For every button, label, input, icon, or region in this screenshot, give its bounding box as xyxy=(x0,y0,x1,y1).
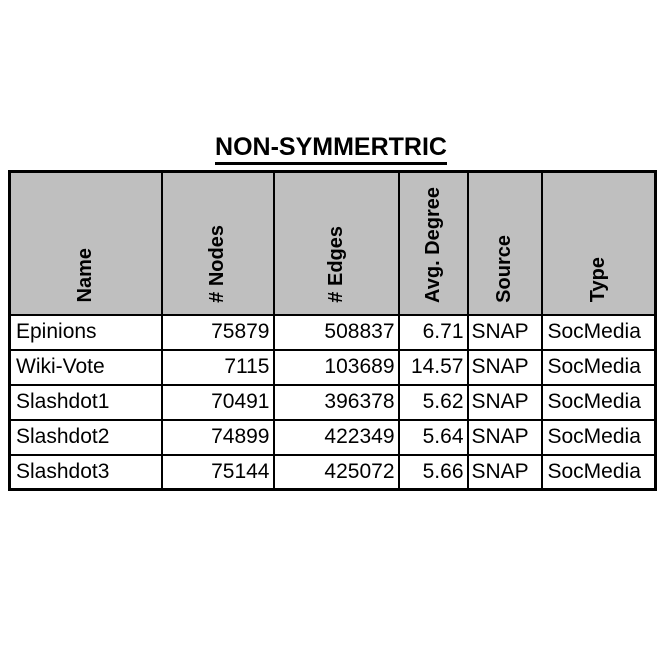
cell-source: SNAP xyxy=(468,455,542,490)
cell-name: Slashdot2 xyxy=(10,420,162,455)
column-header-avg-degree-label: Avg. Degree xyxy=(421,186,444,303)
column-header-name xyxy=(10,172,162,315)
column-header-avg-degree xyxy=(399,172,468,315)
cell-avg-degree: 5.62 xyxy=(399,385,468,420)
column-header-edges xyxy=(274,172,399,315)
data-table xyxy=(8,170,657,491)
table-row xyxy=(10,385,656,420)
table-row xyxy=(10,420,656,455)
cell-name: Slashdot1 xyxy=(10,385,162,420)
cell-source: SNAP xyxy=(468,420,542,455)
table-row xyxy=(10,455,656,490)
column-header-name-label: Name xyxy=(74,248,97,303)
cell-type: SocMedia xyxy=(542,350,656,385)
table-title xyxy=(8,133,654,165)
column-header-edges-label: # Edges xyxy=(324,225,347,303)
cell-nodes: 75879 xyxy=(162,315,274,350)
table-body xyxy=(10,315,656,490)
cell-edges: 508837 xyxy=(274,315,399,350)
table-row xyxy=(10,350,656,385)
cell-edges: 425072 xyxy=(274,455,399,490)
cell-nodes: 74899 xyxy=(162,420,274,455)
column-header-type-label: Type xyxy=(586,257,609,303)
cell-edges: 422349 xyxy=(274,420,399,455)
cell-type: SocMedia xyxy=(542,315,656,350)
cell-type: SocMedia xyxy=(542,455,656,490)
column-header-nodes xyxy=(162,172,274,315)
cell-nodes: 70491 xyxy=(162,385,274,420)
cell-avg-degree: 5.66 xyxy=(399,455,468,490)
column-header-source-label: Source xyxy=(493,234,515,303)
cell-source: SNAP xyxy=(468,350,542,385)
table-row xyxy=(10,315,656,350)
cell-name: Slashdot3 xyxy=(10,455,162,490)
cell-type: SocMedia xyxy=(542,420,656,455)
cell-name: Epinions xyxy=(10,315,162,350)
cell-type: SocMedia xyxy=(542,385,656,420)
cell-avg-degree: 5.64 xyxy=(399,420,468,455)
cell-avg-degree: 6.71 xyxy=(399,315,468,350)
cell-source: SNAP xyxy=(468,315,542,350)
table-header-row xyxy=(10,172,656,315)
cell-nodes: 7115 xyxy=(162,350,274,385)
table-title-text: NON-SYMMERTRIC xyxy=(215,134,447,165)
cell-edges: 396378 xyxy=(274,385,399,420)
column-header-source xyxy=(468,172,542,315)
cell-name: Wiki-Vote xyxy=(10,350,162,385)
column-header-nodes-label: # Nodes xyxy=(206,224,228,303)
cell-source: SNAP xyxy=(468,385,542,420)
column-header-type xyxy=(542,172,656,315)
cell-nodes: 75144 xyxy=(162,455,274,490)
cell-avg-degree: 14.57 xyxy=(399,350,468,385)
cell-edges: 103689 xyxy=(274,350,399,385)
